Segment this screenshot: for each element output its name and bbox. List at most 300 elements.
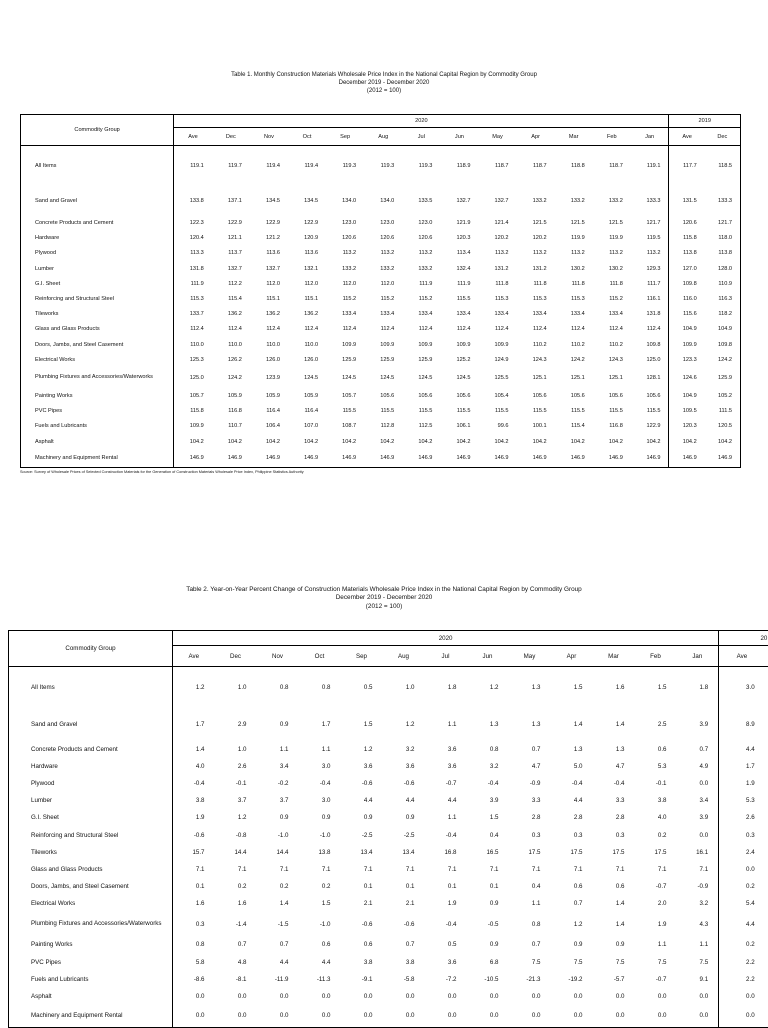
row-label: G.I. Sheet	[9, 809, 173, 826]
table-cell: 113.2	[555, 246, 593, 261]
table-cell: 7.1	[467, 861, 509, 878]
table-cell: 124.5	[402, 367, 440, 388]
table-cell: 115.2	[364, 291, 402, 306]
table-cell: 120.2	[517, 231, 555, 246]
table-cell: 113.6	[288, 246, 326, 261]
table-cell: 115.8	[669, 231, 705, 246]
table-cell: 105.7	[174, 388, 212, 403]
table-cell: 4.0	[173, 758, 215, 775]
table-cell: 115.5	[593, 404, 631, 419]
table-cell-cropped	[765, 844, 768, 861]
table-cell: 112.4	[402, 322, 440, 337]
table-cell: 105.7	[326, 388, 364, 403]
table1-header-year-2019: 2019	[669, 115, 741, 128]
table-cell: 104.2	[326, 434, 364, 449]
table-cell: 113.2	[593, 246, 631, 261]
table-cell: 0.7	[509, 741, 551, 758]
row-label: Machinery and Equipment Rental	[9, 1005, 173, 1027]
table-cell: 122.9	[250, 216, 288, 231]
table-cell: 112.2	[212, 276, 250, 291]
table-cell: 119.7	[212, 146, 250, 186]
table1-title: Table 1. Monthly Construction Materials Wholesale Price Index in the National Capital Region by Commodity Group	[0, 72, 768, 80]
table-cell: 0.1	[425, 878, 467, 895]
table-cell: 7.1	[383, 861, 425, 878]
table1-month-header: Aug	[364, 128, 402, 146]
table-cell: 1.5	[299, 895, 341, 912]
table-cell: 109.8	[669, 276, 705, 291]
table2-month-header: Jul	[425, 646, 467, 667]
table-cell: 3.0	[299, 758, 341, 775]
table-cell: 115.8	[174, 404, 212, 419]
table-cell: 110.0	[250, 337, 288, 352]
table-cell: 7.1	[341, 861, 383, 878]
table-cell: 110.2	[517, 337, 555, 352]
table-cell: 120.6	[364, 231, 402, 246]
table-cell: 115.2	[402, 291, 440, 306]
table-cell: 1.5	[551, 667, 593, 709]
table-cell: 0.9	[551, 936, 593, 953]
table-cell: 0.3	[719, 826, 765, 843]
table-cell: 4.0	[635, 809, 677, 826]
table-cell: 3.8	[173, 792, 215, 809]
table2-yoy-change	[8, 630, 768, 1028]
table-cell: 0.0	[173, 1005, 215, 1027]
table-cell: 1.2	[215, 809, 257, 826]
table-cell: 7.1	[551, 861, 593, 878]
table-cell: 7.5	[677, 954, 719, 971]
table-row	[21, 216, 741, 231]
table-cell: 111.9	[402, 276, 440, 291]
table-cell: 133.2	[364, 261, 402, 276]
table-cell: -0.5	[467, 912, 509, 936]
table-cell: 121.7	[631, 216, 669, 231]
table-cell: 2.1	[383, 895, 425, 912]
table-row	[9, 792, 768, 809]
table-cell: 128.1	[631, 367, 669, 388]
table-cell: 1.3	[467, 709, 509, 741]
table-cell: -7.2	[425, 971, 467, 988]
table-cell: 131.2	[478, 261, 516, 276]
table-row	[9, 936, 768, 953]
table-cell: 3.0	[299, 792, 341, 809]
table-cell: 112.4	[212, 322, 250, 337]
table-cell: 118.0	[705, 231, 741, 246]
table-cell: 133.4	[555, 307, 593, 322]
table-cell: 13.4	[383, 844, 425, 861]
table-cell: 3.8	[341, 954, 383, 971]
row-label: Lumber	[21, 261, 174, 276]
table-cell-cropped	[765, 895, 768, 912]
table-cell-cropped	[765, 988, 768, 1005]
table-cell: 113.2	[364, 246, 402, 261]
table-row	[9, 809, 768, 826]
table-cell: 119.1	[174, 146, 212, 186]
table-cell: 0.9	[383, 809, 425, 826]
table-cell: 1.4	[593, 912, 635, 936]
table-cell: 0.0	[677, 826, 719, 843]
table-cell: 4.8	[215, 954, 257, 971]
table-cell: 121.7	[705, 216, 741, 231]
table-cell: 146.9	[478, 449, 516, 467]
table-cell: 146.9	[440, 449, 478, 467]
table-cell: 116.8	[593, 419, 631, 434]
table-cell: 126.0	[250, 352, 288, 367]
table-cell: 3.9	[467, 792, 509, 809]
row-label: Tileworks	[21, 307, 174, 322]
table-cell: 110.0	[212, 337, 250, 352]
table-cell: 0.1	[341, 878, 383, 895]
table-cell: 111.8	[593, 276, 631, 291]
table-cell: 105.6	[593, 388, 631, 403]
table-cell: 0.0	[467, 1005, 509, 1027]
row-label: Machinery and Equipment Rental	[21, 449, 174, 467]
table-cell: 3.8	[635, 792, 677, 809]
table-cell: 0.8	[299, 667, 341, 709]
table-cell: 0.9	[257, 709, 299, 741]
table-cell: 134.5	[288, 186, 326, 216]
table-cell: 0.0	[425, 1005, 467, 1027]
row-label: Plumbing Fixtures and Accessories/Waterworks	[9, 912, 173, 936]
table-cell: 113.8	[669, 246, 705, 261]
table-cell: 105.6	[402, 388, 440, 403]
table-cell-cropped	[765, 709, 768, 741]
table-cell: 123.0	[326, 216, 364, 231]
table-cell: 146.9	[250, 449, 288, 467]
table-cell: 1.8	[425, 667, 467, 709]
table-cell: 3.6	[341, 758, 383, 775]
table-cell: 1.4	[593, 895, 635, 912]
table-cell: 133.7	[174, 307, 212, 322]
row-label: Glass and Glass Products	[21, 322, 174, 337]
table1-month-header: Feb	[593, 128, 631, 146]
table-cell: 100.1	[517, 419, 555, 434]
table1-period: December 2019 - December 2020	[0, 80, 768, 88]
table-cell: 0.7	[677, 741, 719, 758]
table-cell: 0.4	[509, 878, 551, 895]
table-cell: 104.2	[212, 434, 250, 449]
table-cell: 131.8	[631, 307, 669, 322]
table-cell: 146.9	[555, 449, 593, 467]
table2-month-header: Feb	[635, 646, 677, 667]
table-cell: 4.4	[257, 954, 299, 971]
table-cell: 120.4	[174, 231, 212, 246]
row-label: Asphalt	[21, 434, 174, 449]
table-cell: 104.9	[705, 322, 741, 337]
table-cell: -5.8	[383, 971, 425, 988]
table-cell: 0.0	[341, 988, 383, 1005]
table-cell: 104.2	[478, 434, 516, 449]
table-cell: -1.0	[299, 826, 341, 843]
table-row	[21, 186, 741, 216]
table-cell: 122.9	[631, 419, 669, 434]
table-cell: 120.2	[478, 231, 516, 246]
table-cell: 121.4	[478, 216, 516, 231]
table-cell: -0.4	[173, 775, 215, 792]
table-cell: 7.1	[593, 861, 635, 878]
table-cell: 120.6	[326, 231, 364, 246]
table-cell: 0.0	[257, 1005, 299, 1027]
table-cell: 112.4	[517, 322, 555, 337]
table-cell: 115.3	[555, 291, 593, 306]
table-cell: 111.8	[478, 276, 516, 291]
table-row	[21, 434, 741, 449]
table-cell: 133.4	[364, 307, 402, 322]
table-cell: 132.7	[440, 186, 478, 216]
table-cell: 1.1	[509, 895, 551, 912]
table-cell: 109.9	[402, 337, 440, 352]
table-cell: 1.5	[341, 709, 383, 741]
table-cell: 0.7	[509, 936, 551, 953]
table-cell: 112.0	[288, 276, 326, 291]
table-cell: 4.7	[509, 758, 551, 775]
table-cell: 0.9	[341, 809, 383, 826]
table-cell: 5.8	[173, 954, 215, 971]
table-cell: -0.9	[509, 775, 551, 792]
table2-month-header: Apr	[551, 646, 593, 667]
table-row	[21, 337, 741, 352]
table-cell: 7.5	[635, 954, 677, 971]
table-row	[21, 388, 741, 403]
table-cell-cropped	[765, 792, 768, 809]
table-cell: 123.3	[669, 352, 705, 367]
table-row	[21, 246, 741, 261]
table-cell: -9.1	[341, 971, 383, 988]
row-label: Tileworks	[9, 844, 173, 861]
table-cell: 105.4	[478, 388, 516, 403]
table-cell: 0.0	[677, 775, 719, 792]
table-cell: 4.4	[383, 792, 425, 809]
table-cell: 3.6	[425, 741, 467, 758]
table-cell: 0.4	[467, 826, 509, 843]
table-cell: 119.3	[402, 146, 440, 186]
row-label: Doors, Jambs, and Steel Casement	[9, 878, 173, 895]
table-cell: 0.0	[593, 1005, 635, 1027]
table-cell: 4.9	[677, 758, 719, 775]
table-cell: 134.5	[250, 186, 288, 216]
table-cell: 1.5	[635, 667, 677, 709]
table-cell: 110.9	[705, 276, 741, 291]
table-cell: 104.2	[440, 434, 478, 449]
table-cell: 116.3	[705, 291, 741, 306]
table-cell: -0.6	[383, 775, 425, 792]
table-cell: 111.7	[631, 276, 669, 291]
table-cell: 124.5	[440, 367, 478, 388]
table-row	[21, 322, 741, 337]
table-cell: 125.9	[326, 352, 364, 367]
table-cell: 0.0	[467, 988, 509, 1005]
table-cell: 111.8	[555, 276, 593, 291]
table-cell: 1.9	[425, 895, 467, 912]
table-cell: -0.8	[215, 826, 257, 843]
table-cell: 109.8	[705, 337, 741, 352]
row-label: Hardware	[21, 231, 174, 246]
table-row	[9, 912, 768, 936]
table-cell: 123.0	[364, 216, 402, 231]
table-cell: 0.3	[551, 826, 593, 843]
table-cell: 124.9	[478, 352, 516, 367]
table2-header-year-prev: 20	[719, 631, 768, 646]
table-cell: 0.2	[635, 826, 677, 843]
table-cell: 113.2	[478, 246, 516, 261]
table-cell: 125.9	[705, 367, 741, 388]
table-cell: 0.5	[341, 667, 383, 709]
table-cell: 121.5	[555, 216, 593, 231]
table-cell: 3.7	[257, 792, 299, 809]
table-cell: 0.0	[677, 1005, 719, 1027]
table-cell: 137.1	[212, 186, 250, 216]
table-cell: -0.1	[215, 775, 257, 792]
table-cell: 118.8	[555, 146, 593, 186]
row-label: Painting Works	[9, 936, 173, 953]
table-cell: 105.9	[288, 388, 326, 403]
table-cell: 0.1	[467, 878, 509, 895]
table-cell: 1.7	[299, 709, 341, 741]
table-cell: 1.6	[215, 895, 257, 912]
table-row	[21, 352, 741, 367]
table-cell: 124.5	[288, 367, 326, 388]
table-cell: 4.4	[299, 954, 341, 971]
table1-month-header: Jan	[631, 128, 669, 146]
table-cell: 17.5	[593, 844, 635, 861]
table-cell-cropped	[765, 758, 768, 775]
table1-source-note: Source: Survey of Wholesale Prices of Selected Construction Materials for the Generation of Construction Materials Wholesale Price Index, Philippine Statistics Authority	[20, 470, 304, 474]
table-cell: 1.9	[719, 775, 765, 792]
table-cell: 112.5	[402, 419, 440, 434]
table-cell: 0.0	[593, 988, 635, 1005]
table-cell: 1.1	[635, 936, 677, 953]
table-cell: 126.2	[212, 352, 250, 367]
table1-month-header: Jun	[440, 128, 478, 146]
table-cell: 3.3	[509, 792, 551, 809]
table-cell: 121.5	[517, 216, 555, 231]
table-cell: 2.0	[635, 895, 677, 912]
row-label: Electrical Works	[9, 895, 173, 912]
table-cell: 110.2	[555, 337, 593, 352]
table-row	[21, 276, 741, 291]
table-cell: 125.1	[517, 367, 555, 388]
row-label: Fuels and Lubricants	[9, 971, 173, 988]
table-cell: 1.1	[425, 809, 467, 826]
table-cell: 106.1	[440, 419, 478, 434]
table-cell: 104.9	[669, 322, 705, 337]
table-cell: 5.3	[635, 758, 677, 775]
table-cell: 113.7	[212, 246, 250, 261]
table2-month-header: Nov	[257, 646, 299, 667]
row-label: All Items	[9, 667, 173, 709]
table-cell: 125.1	[593, 367, 631, 388]
table-cell: 109.9	[440, 337, 478, 352]
table-cell: 104.2	[517, 434, 555, 449]
table-row	[9, 667, 768, 709]
table-cell: 3.9	[677, 709, 719, 741]
table-cell: 9.1	[677, 971, 719, 988]
table-cell: 0.8	[467, 741, 509, 758]
row-label: Reinforcing and Structural Steel	[21, 291, 174, 306]
table-cell: 120.6	[669, 216, 705, 231]
table-cell: 109.8	[631, 337, 669, 352]
table-cell: 0.0	[215, 988, 257, 1005]
table-row	[21, 261, 741, 276]
table-cell: 0.9	[467, 895, 509, 912]
table-cell: 2.6	[719, 809, 765, 826]
table-cell: 121.1	[212, 231, 250, 246]
table-cell: 0.7	[551, 895, 593, 912]
table-cell: 112.4	[555, 322, 593, 337]
table1-month-header: Jul	[402, 128, 440, 146]
table-cell: 133.5	[402, 186, 440, 216]
table-cell: 127.0	[669, 261, 705, 276]
table-cell: 0.3	[509, 826, 551, 843]
table-cell: 115.5	[631, 404, 669, 419]
table-cell: 1.1	[425, 709, 467, 741]
table2-month-header: Jun	[467, 646, 509, 667]
row-label: Sand and Gravel	[21, 186, 174, 216]
table1-month-header: Ave	[669, 128, 705, 146]
table-cell: 146.9	[402, 449, 440, 467]
table-cell: 14.4	[215, 844, 257, 861]
table2-period: December 2019 - December 2020	[0, 594, 768, 602]
table-cell: 3.9	[677, 809, 719, 826]
table-cell: -0.4	[425, 826, 467, 843]
table-cell: 0.0	[341, 1005, 383, 1027]
table-cell: 118.9	[440, 146, 478, 186]
table-cell: 112.4	[174, 322, 212, 337]
table-cell-cropped	[765, 741, 768, 758]
table-cell: 119.3	[326, 146, 364, 186]
table-cell: 3.4	[677, 792, 719, 809]
table-cell: 109.9	[326, 337, 364, 352]
table-cell: 13.4	[341, 844, 383, 861]
table-cell: 1.1	[677, 936, 719, 953]
table-row	[21, 367, 741, 388]
table1-base: (2012 = 100)	[0, 88, 768, 96]
table-cell: 112.4	[250, 322, 288, 337]
table-cell: 118.5	[705, 146, 741, 186]
table-cell: 115.1	[250, 291, 288, 306]
table-cell: 110.2	[593, 337, 631, 352]
table-cell: 1.0	[215, 667, 257, 709]
table-cell: 146.9	[517, 449, 555, 467]
row-label: PVC Pipes	[21, 404, 174, 419]
table-cell: 0.0	[173, 988, 215, 1005]
table2-month-header: Ave	[173, 646, 215, 667]
table-cell: 1.1	[257, 741, 299, 758]
table-cell: 113.2	[402, 246, 440, 261]
table-cell: 134.0	[364, 186, 402, 216]
row-label: G.I. Sheet	[21, 276, 174, 291]
table-cell: 113.6	[250, 246, 288, 261]
table2-header-commodity: Commodity Group	[9, 631, 173, 667]
table-cell: 7.1	[173, 861, 215, 878]
table-cell: -8.6	[173, 971, 215, 988]
row-label: Plumbing Fixtures and Accessories/Waterworks	[21, 367, 174, 388]
table-cell: 4.7	[593, 758, 635, 775]
table-cell: 0.2	[719, 936, 765, 953]
table-cell: 4.4	[341, 792, 383, 809]
table-cell: 132.7	[212, 261, 250, 276]
table-cell: 0.6	[341, 936, 383, 953]
table-cell: 120.3	[440, 231, 478, 246]
table-cell: 1.2	[173, 667, 215, 709]
table-cell-cropped	[765, 954, 768, 971]
table-cell: -0.9	[677, 878, 719, 895]
table-cell: 115.5	[364, 404, 402, 419]
table-cell: 1.2	[383, 709, 425, 741]
table2-month-header: Jan	[677, 646, 719, 667]
table-cell: 122.9	[288, 216, 326, 231]
table-cell: 134.0	[326, 186, 364, 216]
table-cell: 124.3	[593, 352, 631, 367]
